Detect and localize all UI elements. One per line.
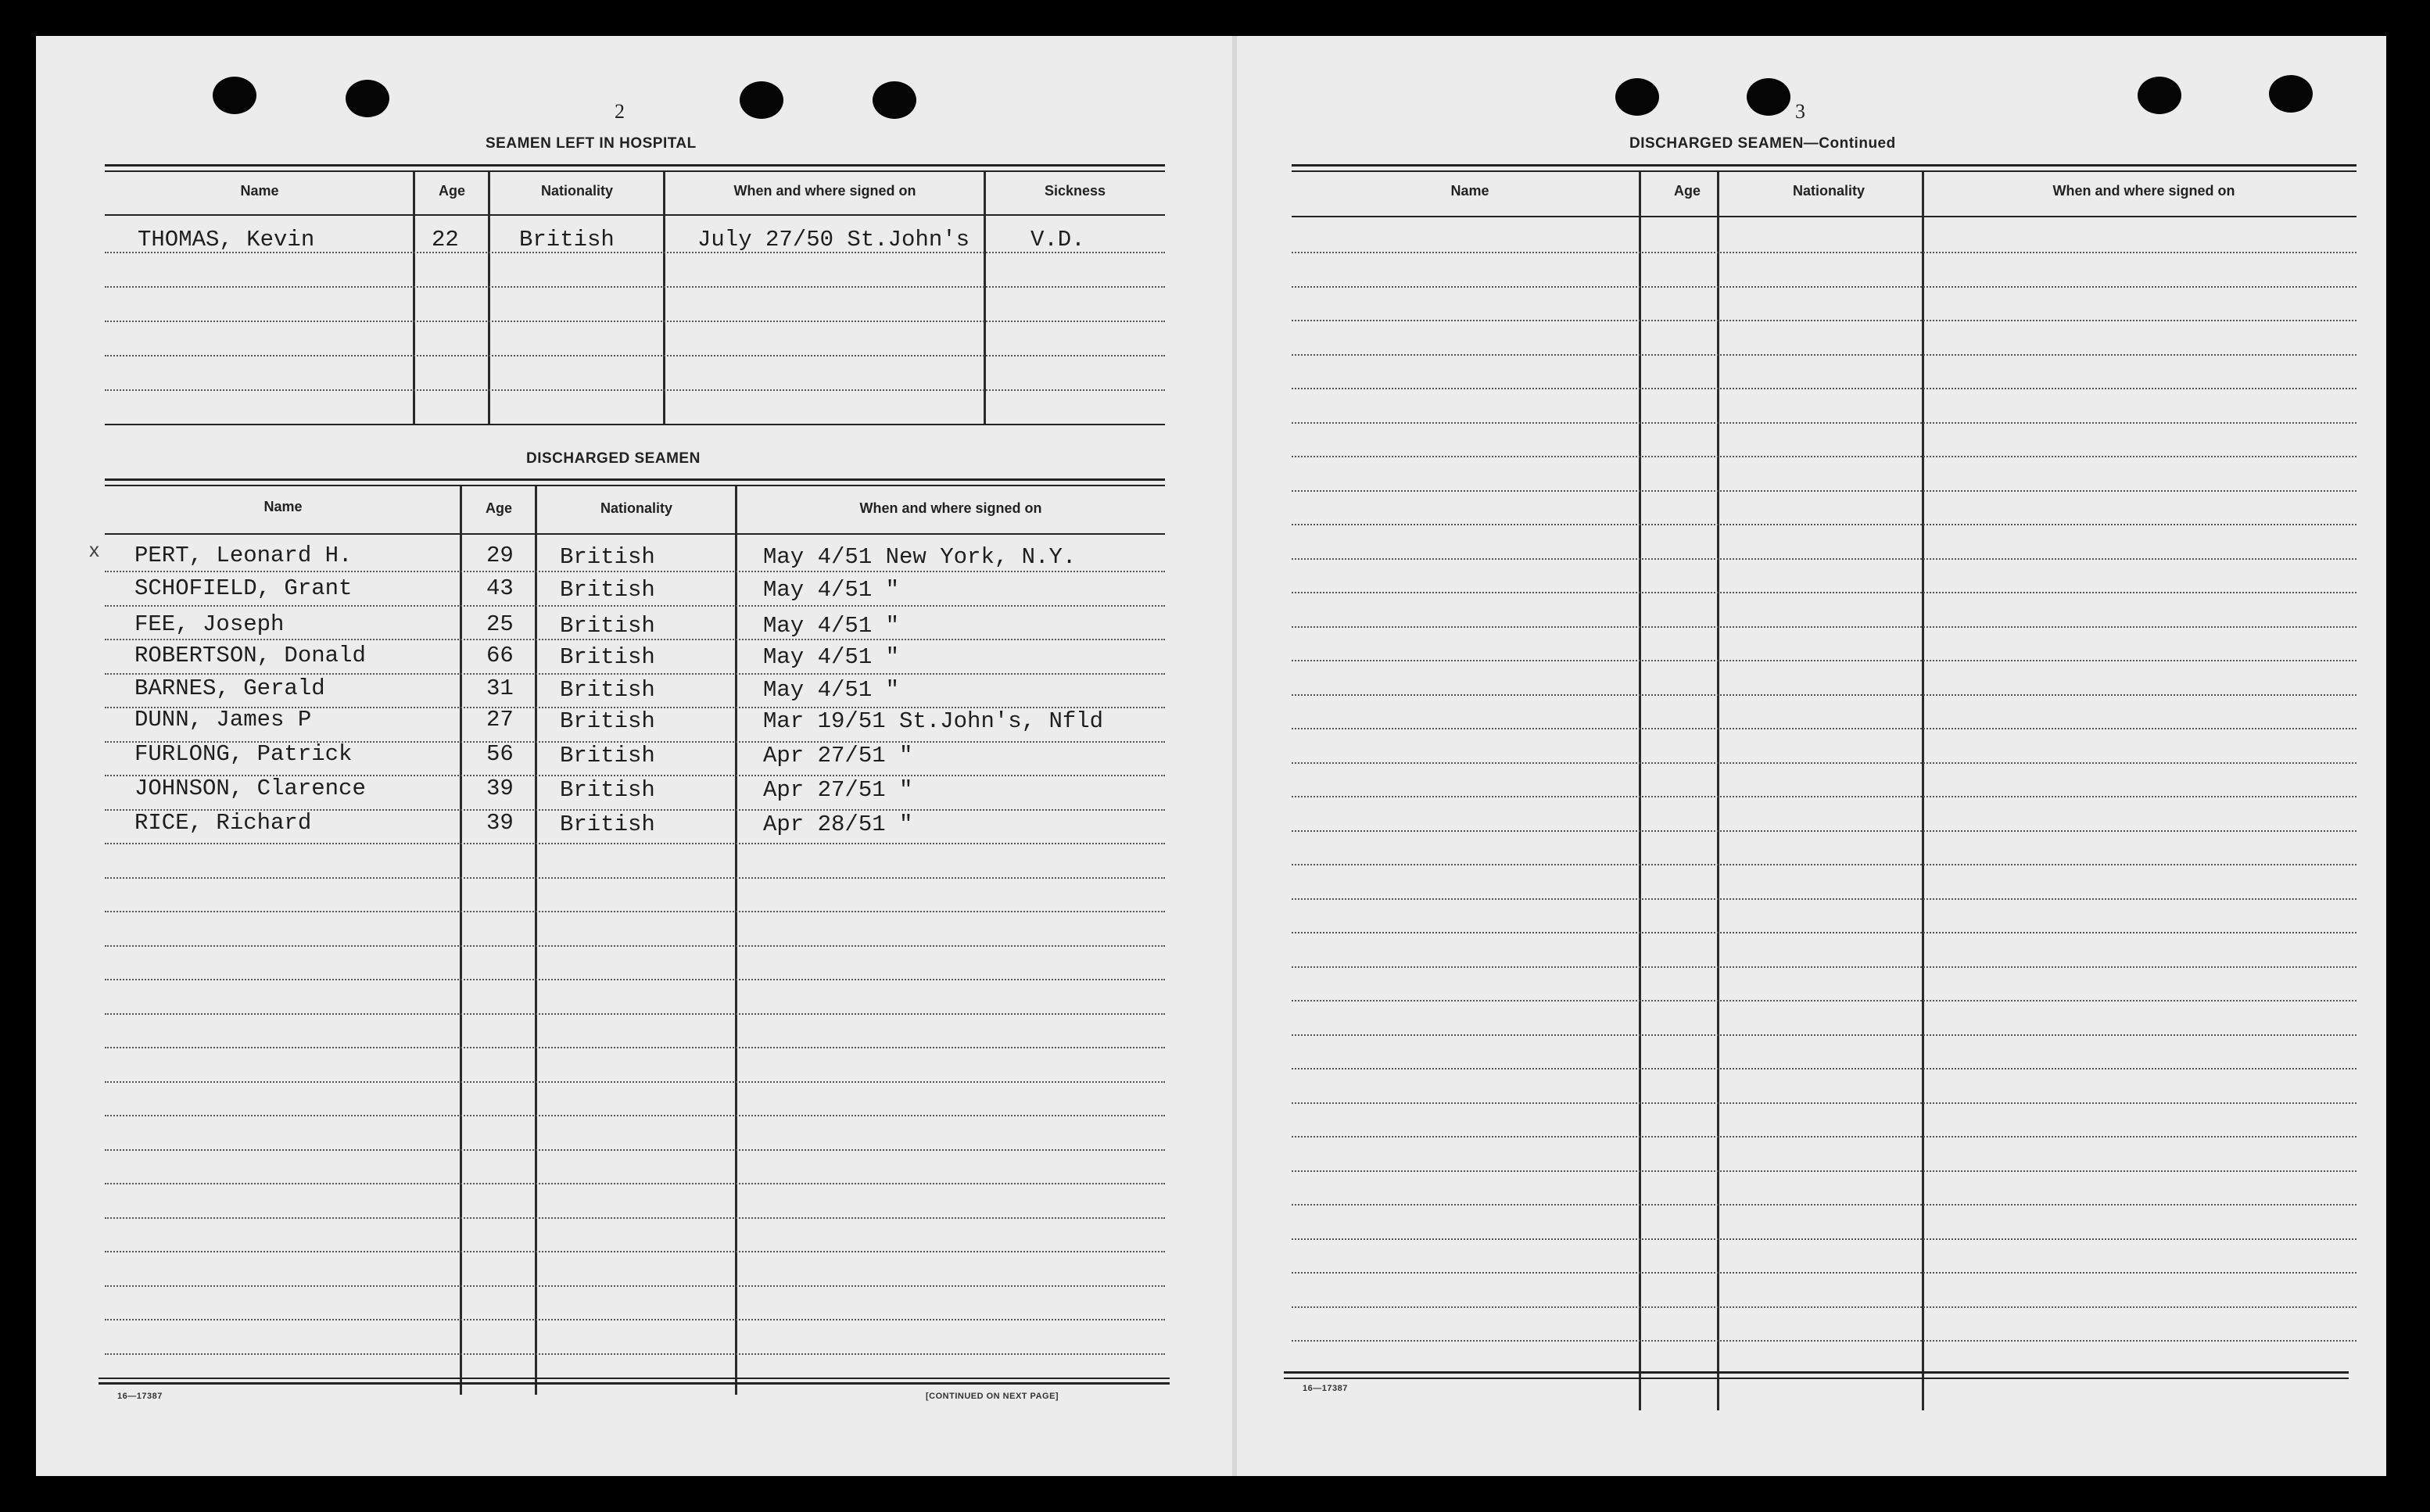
discharged-row-name: DUNN, James P xyxy=(134,707,312,733)
discharged-section-title: DISCHARGED SEAMEN xyxy=(526,450,701,467)
ruled-line xyxy=(105,639,1165,640)
discharged-row-nationality: British xyxy=(560,743,655,769)
ruled-line xyxy=(105,1115,1165,1116)
hospital-row-line xyxy=(105,355,1165,357)
right-col-name: Name xyxy=(1450,183,1489,199)
ruled-line xyxy=(1292,1170,2357,1172)
discharged-row-name: BARNES, Gerald xyxy=(134,675,325,701)
left-form-number: 16—17387 xyxy=(117,1392,163,1401)
hospital-row-signed-on: July 27/50 St.John's xyxy=(697,227,970,253)
ruled-line xyxy=(105,1183,1165,1184)
discharged-row-nationality: British xyxy=(560,777,655,803)
ruled-line xyxy=(105,979,1165,980)
ruled-line xyxy=(1292,1340,2357,1342)
ruled-line xyxy=(105,1149,1165,1151)
ruled-line xyxy=(1292,422,2357,424)
ruled-line xyxy=(1292,252,2357,253)
ruled-line xyxy=(1292,1102,2357,1104)
right-header-rule xyxy=(1292,216,2357,217)
hospital-col-name: Name xyxy=(240,183,279,199)
ruled-line xyxy=(1292,728,2357,729)
right-col-age: Age xyxy=(1673,183,1701,199)
hospital-bottom-rule xyxy=(105,424,1165,425)
discharged-row-name: JOHNSON, Clarence xyxy=(134,776,366,801)
hospital-top-rule-2 xyxy=(105,170,1165,172)
discharged-row-age: 39 xyxy=(486,776,514,801)
discharged-row-nationality: British xyxy=(560,577,655,603)
ruled-line xyxy=(105,877,1165,879)
ruled-line xyxy=(105,571,1165,572)
ruled-line xyxy=(105,843,1165,844)
discharged-row-signed-on: May 4/51 " xyxy=(763,677,900,703)
discharged-row-nationality: British xyxy=(560,613,655,639)
discharged-divider xyxy=(460,486,462,1395)
hospital-col-nationality: Nationality xyxy=(540,183,613,199)
right-col-nationality: Nationality xyxy=(1792,183,1865,199)
punch-hole xyxy=(346,80,389,117)
punch-hole xyxy=(2138,77,2181,114)
discharged-header-rule xyxy=(105,533,1165,535)
right-bottom-rule xyxy=(1284,1371,2349,1374)
discharged-row-age: 56 xyxy=(486,741,514,767)
ruled-line xyxy=(1292,796,2357,797)
ruled-line xyxy=(1292,966,2357,968)
right-divider xyxy=(1717,172,1719,1410)
punch-hole xyxy=(213,77,256,114)
ruled-line xyxy=(1292,1000,2357,1001)
discharged-col-name: Name xyxy=(263,499,303,514)
hospital-header-rule xyxy=(105,214,1165,216)
ruled-line xyxy=(105,605,1165,607)
left-bottom-rule xyxy=(99,1378,1170,1379)
discharged-row-signed-on: Apr 27/51 " xyxy=(763,777,913,803)
hospital-divider xyxy=(413,172,415,424)
ruled-line xyxy=(1292,1068,2357,1070)
ruled-line xyxy=(1292,490,2357,492)
discharged-row-age: 39 xyxy=(486,810,514,836)
ruled-line xyxy=(105,1353,1165,1355)
ruled-line xyxy=(105,673,1165,675)
hospital-row-age: 22 xyxy=(432,227,459,253)
discharged-col-age: Age xyxy=(485,500,512,516)
right-col-signed-on: When and where signed on xyxy=(2052,183,2235,199)
punch-hole xyxy=(873,81,916,119)
ruled-line xyxy=(1292,1238,2357,1240)
ruled-line xyxy=(1292,1204,2357,1206)
ruled-line xyxy=(105,1285,1165,1287)
discharged-row-age: 29 xyxy=(486,543,514,568)
ruled-line xyxy=(1292,320,2357,321)
discharged-row-name: FURLONG, Patrick xyxy=(134,741,353,767)
discharged-row-nationality: British xyxy=(560,812,655,837)
hospital-row-line xyxy=(105,389,1165,391)
hospital-row-line xyxy=(105,321,1165,322)
hospital-row-line xyxy=(105,286,1165,288)
right-form-number: 16—17387 xyxy=(1303,1384,1348,1393)
ruled-line xyxy=(105,1047,1165,1048)
hospital-row-nationality: British xyxy=(519,227,615,253)
ruled-line xyxy=(1292,694,2357,696)
continued-note: [CONTINUED ON NEXT PAGE] xyxy=(926,1392,1059,1401)
ruled-line xyxy=(1292,762,2357,764)
right-bottom-rule-2 xyxy=(1284,1378,2349,1379)
ruled-line xyxy=(1292,898,2357,900)
punch-hole xyxy=(1615,78,1659,116)
ruled-line xyxy=(1292,1306,2357,1308)
ruled-line xyxy=(1292,660,2357,661)
right-top-rule xyxy=(1292,164,2357,167)
punch-hole xyxy=(2269,75,2313,113)
hospital-col-age: Age xyxy=(438,183,465,199)
hospital-row-sickness: V.D. xyxy=(1030,227,1085,253)
left-page-number: 2 xyxy=(615,100,625,123)
hospital-divider xyxy=(663,172,665,424)
discharged-row-signed-on: Apr 28/51 " xyxy=(763,812,913,837)
discharged-top-rule-2 xyxy=(105,485,1165,486)
discharged-row-nationality: British xyxy=(560,644,655,670)
ruled-line xyxy=(1292,592,2357,593)
ruled-line xyxy=(105,1217,1165,1219)
ruled-line xyxy=(1292,1136,2357,1138)
right-top-rule-2 xyxy=(1292,170,2357,172)
discharged-divider xyxy=(735,486,737,1395)
ruled-line xyxy=(105,1319,1165,1320)
ruled-line xyxy=(1292,456,2357,457)
hospital-divider xyxy=(488,172,490,424)
right-section-title: DISCHARGED SEAMEN—Continued xyxy=(1629,135,1896,152)
discharged-divider xyxy=(535,486,537,1395)
hospital-top-rule xyxy=(105,164,1165,167)
discharged-row-name: ROBERTSON, Donald xyxy=(134,643,366,668)
discharged-row-signed-on: May 4/51 " xyxy=(763,613,900,639)
ruled-line xyxy=(1292,354,2357,356)
ruled-line xyxy=(105,1251,1165,1252)
discharged-row-name: SCHOFIELD, Grant xyxy=(134,575,353,601)
ruled-line xyxy=(1292,558,2357,560)
discharged-row-nationality: British xyxy=(560,544,655,570)
punch-hole xyxy=(1747,78,1790,116)
discharged-col-signed-on: When and where signed on xyxy=(859,500,1042,516)
ruled-line xyxy=(1292,830,2357,832)
discharged-row-age: 25 xyxy=(486,611,514,637)
hospital-col-signed-on: When and where signed on xyxy=(733,183,916,199)
ruled-line xyxy=(1292,1272,2357,1274)
hospital-col-sickness: Sickness xyxy=(1044,183,1106,199)
right-divider xyxy=(1639,172,1641,1410)
discharged-row-age: 43 xyxy=(486,575,514,601)
ruled-line xyxy=(1292,1034,2357,1036)
discharged-row-nationality: British xyxy=(560,708,655,734)
hospital-row-name: THOMAS, Kevin xyxy=(138,227,315,253)
hospital-divider xyxy=(984,172,986,424)
discharged-row-signed-on: May 4/51 " xyxy=(763,644,900,670)
manifest-sheet xyxy=(36,36,2386,1476)
left-bottom-rule-2 xyxy=(99,1382,1170,1385)
discharged-row-name: FEE, Joseph xyxy=(134,611,285,637)
discharged-row-nationality: British xyxy=(560,677,655,703)
ruled-line xyxy=(105,1081,1165,1083)
ruled-line xyxy=(105,911,1165,912)
margin-check-mark: x xyxy=(89,538,99,561)
hospital-section-title: SEAMEN LEFT IN HOSPITAL xyxy=(486,135,697,152)
ruled-line xyxy=(105,1013,1165,1015)
punch-hole xyxy=(740,81,783,119)
discharged-row-age: 31 xyxy=(486,675,514,701)
discharged-row-signed-on: Mar 19/51 St.John's, Nfld xyxy=(763,708,1104,734)
ruled-line xyxy=(105,945,1165,947)
ruled-line xyxy=(1292,286,2357,288)
discharged-row-signed-on: May 4/51 " xyxy=(763,577,900,603)
discharged-col-nationality: Nationality xyxy=(600,500,672,516)
right-divider xyxy=(1922,172,1924,1410)
discharged-row-name: PERT, Leonard H. xyxy=(134,543,353,568)
discharged-top-rule xyxy=(105,478,1165,481)
ruled-line xyxy=(1292,626,2357,628)
discharged-row-age: 66 xyxy=(486,643,514,668)
discharged-row-signed-on: Apr 27/51 " xyxy=(763,743,913,769)
ruled-line xyxy=(1292,864,2357,865)
ruled-line xyxy=(1292,932,2357,933)
right-page-number: 3 xyxy=(1795,100,1805,123)
discharged-row-age: 27 xyxy=(486,707,514,733)
discharged-row-name: RICE, Richard xyxy=(134,810,312,836)
ruled-line xyxy=(1292,524,2357,525)
discharged-row-signed-on: May 4/51 New York, N.Y. xyxy=(763,544,1077,570)
ruled-line xyxy=(1292,388,2357,389)
